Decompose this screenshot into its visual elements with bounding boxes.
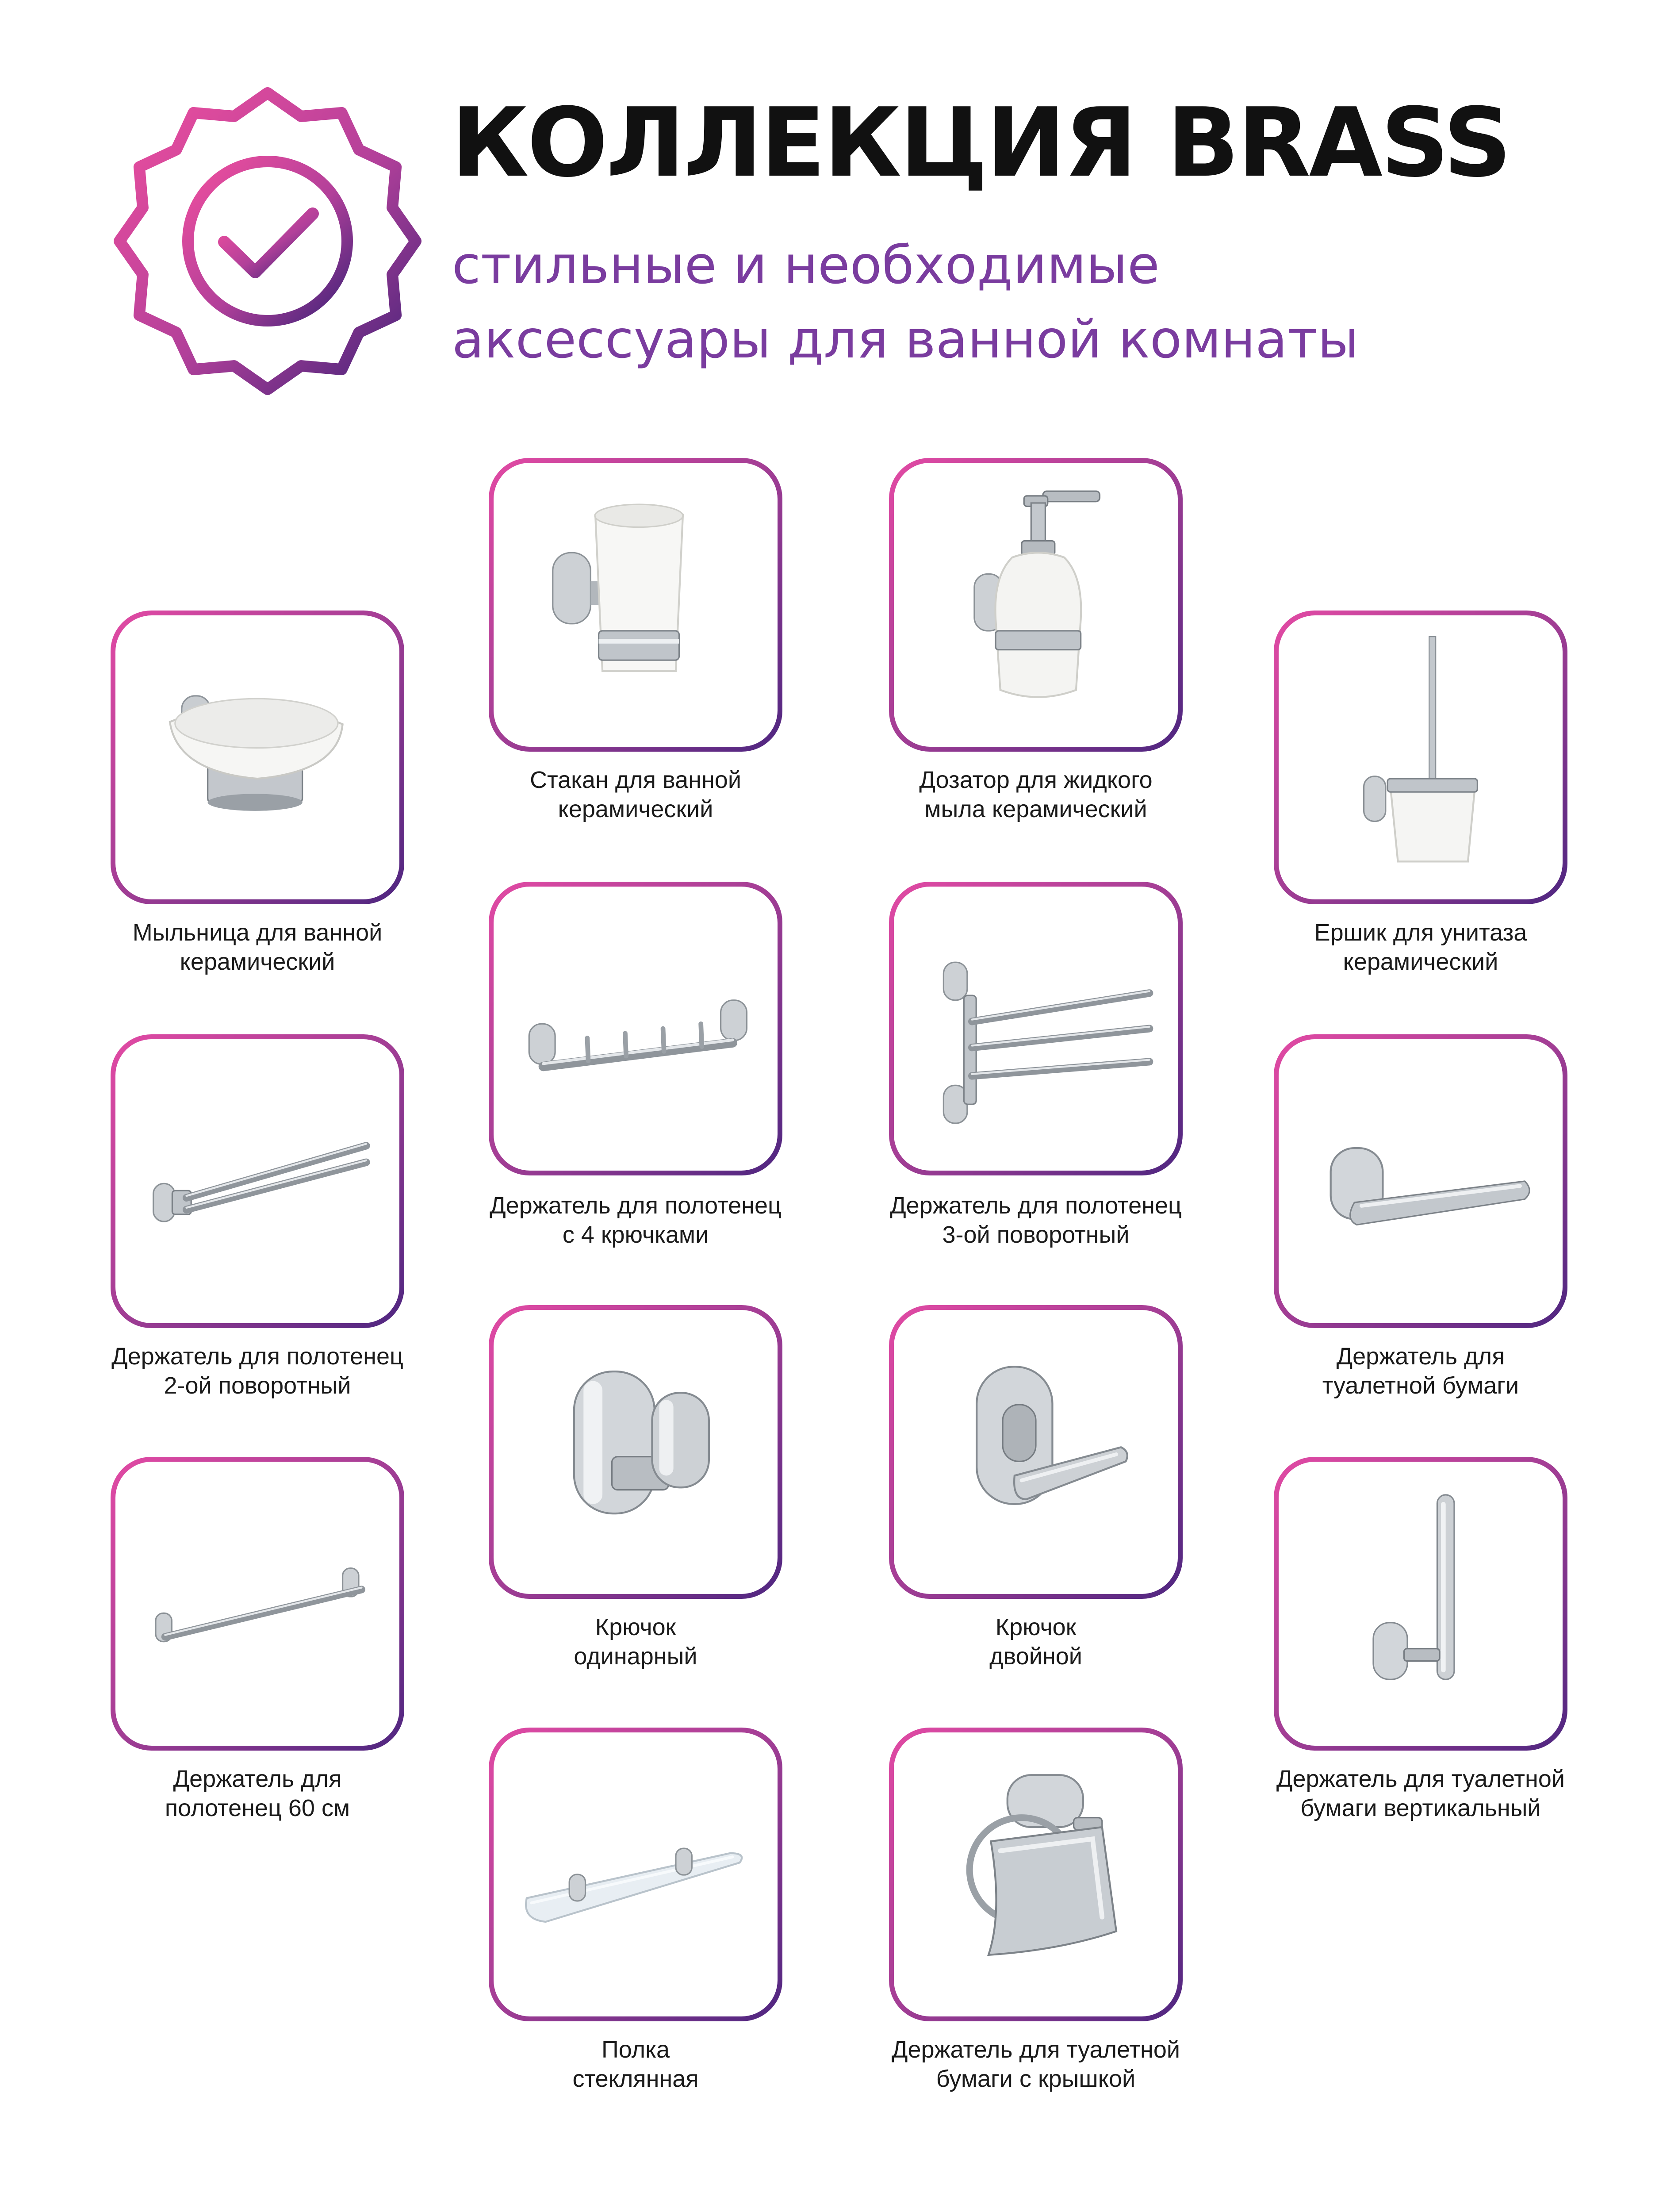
glass-shelf-image xyxy=(494,1732,778,2016)
product-label-toilet-paper-holder: Держатель для туалетной бумаги xyxy=(1322,1343,1519,1399)
product-card-soap-dish[interactable] xyxy=(111,611,404,904)
soap-dispenser-image xyxy=(894,463,1178,747)
product-card-paper-holder-with-lid[interactable] xyxy=(889,1728,1183,2021)
product-label-ceramic-cup: Стакан для ванной керамический xyxy=(529,767,742,822)
product-card-soap-dispenser[interactable] xyxy=(889,458,1183,752)
towel-bar-60-image xyxy=(115,1462,399,1746)
product-card-towel-holder-2-swivel[interactable] xyxy=(111,1034,404,1328)
towel-holder-4-hooks-image xyxy=(494,887,778,1171)
product-label-towel-holder-4-hooks: Держатель для полотенец с 4 крючками xyxy=(490,1192,782,1248)
product-label-soap-dish: Мыльница для ванной керамический xyxy=(132,919,383,975)
subtitle-line-1: стильные и необходимые xyxy=(452,234,1160,296)
product-card-toilet-brush[interactable] xyxy=(1274,611,1567,904)
paper-holder-with-lid-image xyxy=(894,1732,1178,2016)
product-label-towel-bar-60: Держатель для полотенец 60 см xyxy=(165,1766,350,1821)
product-label-paper-holder-with-lid: Держатель для туалетной бумаги с крышкой xyxy=(891,2036,1180,2092)
page-subtitle xyxy=(452,228,1624,376)
product-card-vertical-paper-holder[interactable] xyxy=(1274,1457,1567,1751)
ceramic-cup-image xyxy=(494,463,778,747)
towel-holder-3-swivel-image xyxy=(894,887,1178,1171)
product-label-towel-holder-3-swivel: Держатель для полотенец 3-ой поворотный xyxy=(890,1192,1182,1248)
product-label-glass-shelf: Полка стеклянная xyxy=(572,2036,699,2092)
product-card-toilet-paper-holder[interactable] xyxy=(1274,1034,1567,1328)
check-badge-icon xyxy=(108,82,427,400)
product-card-glass-shelf[interactable] xyxy=(489,1728,782,2021)
vertical-paper-holder-image xyxy=(1279,1462,1563,1746)
product-card-ceramic-cup[interactable] xyxy=(489,458,782,752)
product-label-soap-dispenser: Дозатор для жидкого мыла керамический xyxy=(919,767,1153,822)
product-label-single-hook: Крючок одинарный xyxy=(574,1614,697,1670)
product-label-vertical-paper-holder: Держатель для туалетной бумаги вертикальный xyxy=(1276,1766,1565,1821)
product-label-double-hook: Крючок двойной xyxy=(989,1614,1082,1670)
product-card-towel-holder-3-swivel[interactable] xyxy=(889,882,1183,1175)
product-card-towel-bar-60[interactable] xyxy=(111,1457,404,1751)
product-card-towel-holder-4-hooks[interactable] xyxy=(489,882,782,1175)
soap-dish-image xyxy=(115,615,399,899)
product-label-towel-holder-2-swivel: Держатель для полотенец 2-ой поворотный xyxy=(111,1343,403,1399)
single-hook-image xyxy=(494,1310,778,1594)
product-card-double-hook[interactable] xyxy=(889,1305,1183,1599)
toilet-brush-image xyxy=(1279,615,1563,899)
toilet-paper-holder-image xyxy=(1279,1039,1563,1323)
subtitle-line-2: аксессуары для ванной комнаты xyxy=(452,309,1359,370)
product-label-toilet-brush: Ершик для унитаза керамический xyxy=(1314,919,1527,975)
page-title: КОЛЛЕКЦИЯ BRASS xyxy=(451,87,1510,198)
towel-holder-2-swivel-image xyxy=(115,1039,399,1323)
product-card-single-hook[interactable] xyxy=(489,1305,782,1599)
double-hook-image xyxy=(894,1310,1178,1594)
